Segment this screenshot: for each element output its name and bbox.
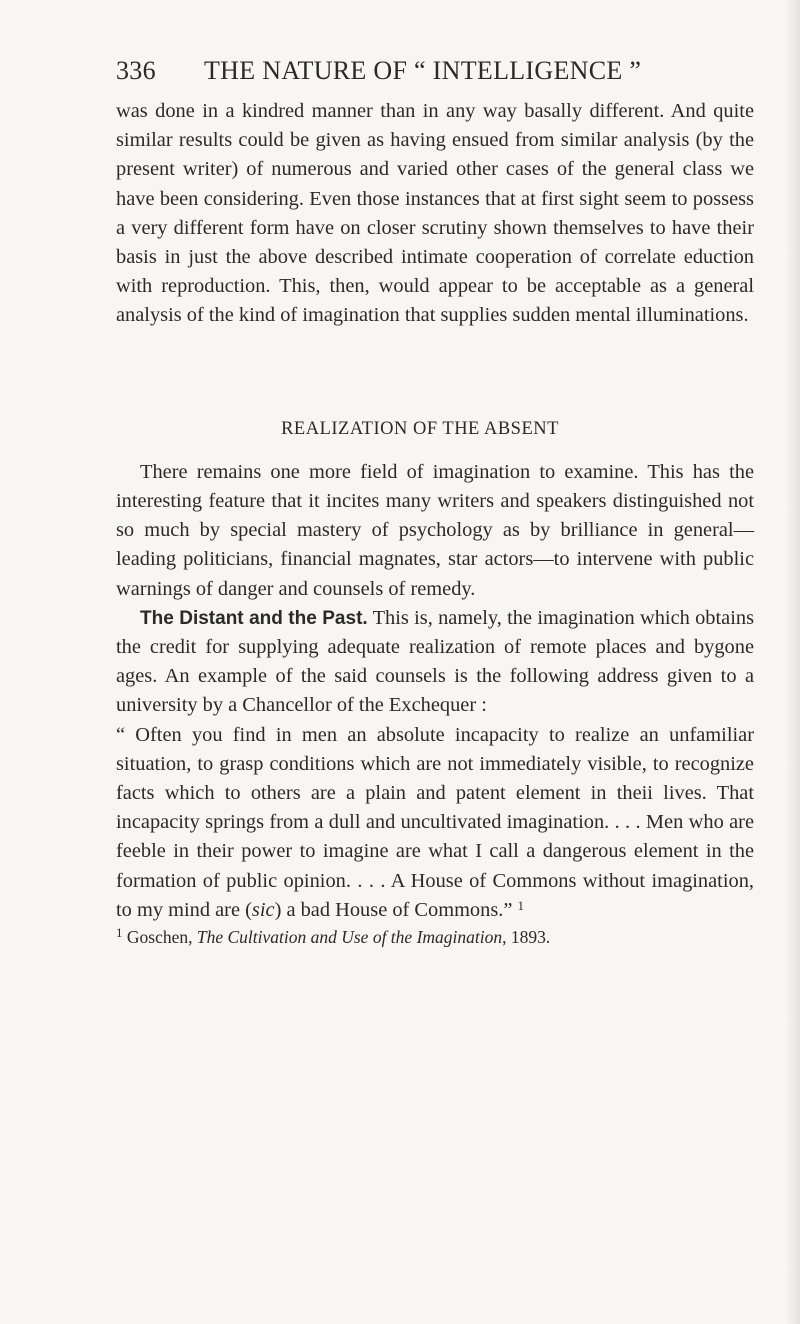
footnote-year: , 1893.: [502, 927, 551, 948]
quote-sic: sic: [251, 898, 275, 921]
side-heading: The Distant and the Past.: [140, 607, 368, 629]
footnote-marker: 1: [116, 925, 123, 941]
paragraph-distant-and-past: [116, 604, 754, 721]
footnote-work-title: The Cultivation and Use of the Imagination: [196, 927, 503, 948]
quote-text-part-1: “ Often you find in men an absolute incapacity to realize an unfamiliar situation, to grasp conditions which are not immediately visible, to recognize facts which to others are a plain and patent element in theii lives. That incapacity springs from a dull and uncultivated imagination. . . . Men who are feeble in their power to imagine are what I call a dangerous element in the formation of public opinion. . . . A House of Commons without imagination, to my mind are (: [116, 723, 754, 921]
footnote-author: Goschen,: [122, 927, 197, 948]
page-number: 336: [116, 56, 156, 85]
quote-text-part-2: ) a bad House of Commons.”: [274, 898, 518, 921]
footnote-reference: 1: [517, 897, 525, 913]
running-head: [116, 56, 756, 96]
paragraph-continuation: was done in a kindred manner than in any way basally different. And quite similar results could be given as having ensued from similar analysis (by the present writer) of numerous and varied other cases of the general class we have been considering. Even those instances that at first sight seem to possess a very different form have on closer scrutiny shown themselves to have their basis in just the above described intimate cooperation of correlate eduction with reproduction. This, then, would appear to be acceptable as a general analysis of the kind of imagination that supplies sudden mental illuminations.: [116, 100, 754, 327]
block-quote: [116, 721, 754, 925]
paragraph-distant-and-past-text: This is, namely, the imagination which obtains the credit for supplying adequate realization of remote places and bygone ages. An example of the said counsels is the following address given to a university by a Chancellor of the Exchequer :: [116, 606, 755, 717]
section-heading: REALIZATION OF THE ABSENT: [281, 418, 559, 439]
page-edge-shadow: [786, 0, 800, 1324]
footnote: [116, 925, 754, 949]
running-head-title: THE NATURE OF “ INTELLIGENCE ”: [204, 56, 642, 85]
text-block: [116, 97, 754, 949]
paragraph-field-of-imagination: There remains one more field of imagination to examine. This has the interesting feature that it incites many writers and speakers distinguished not so much by special mastery of psychology as by brilliance in general—leading politicians, financial magnates, star actors—to intervene with public warnings of danger and counsels of remedy.: [116, 460, 754, 600]
